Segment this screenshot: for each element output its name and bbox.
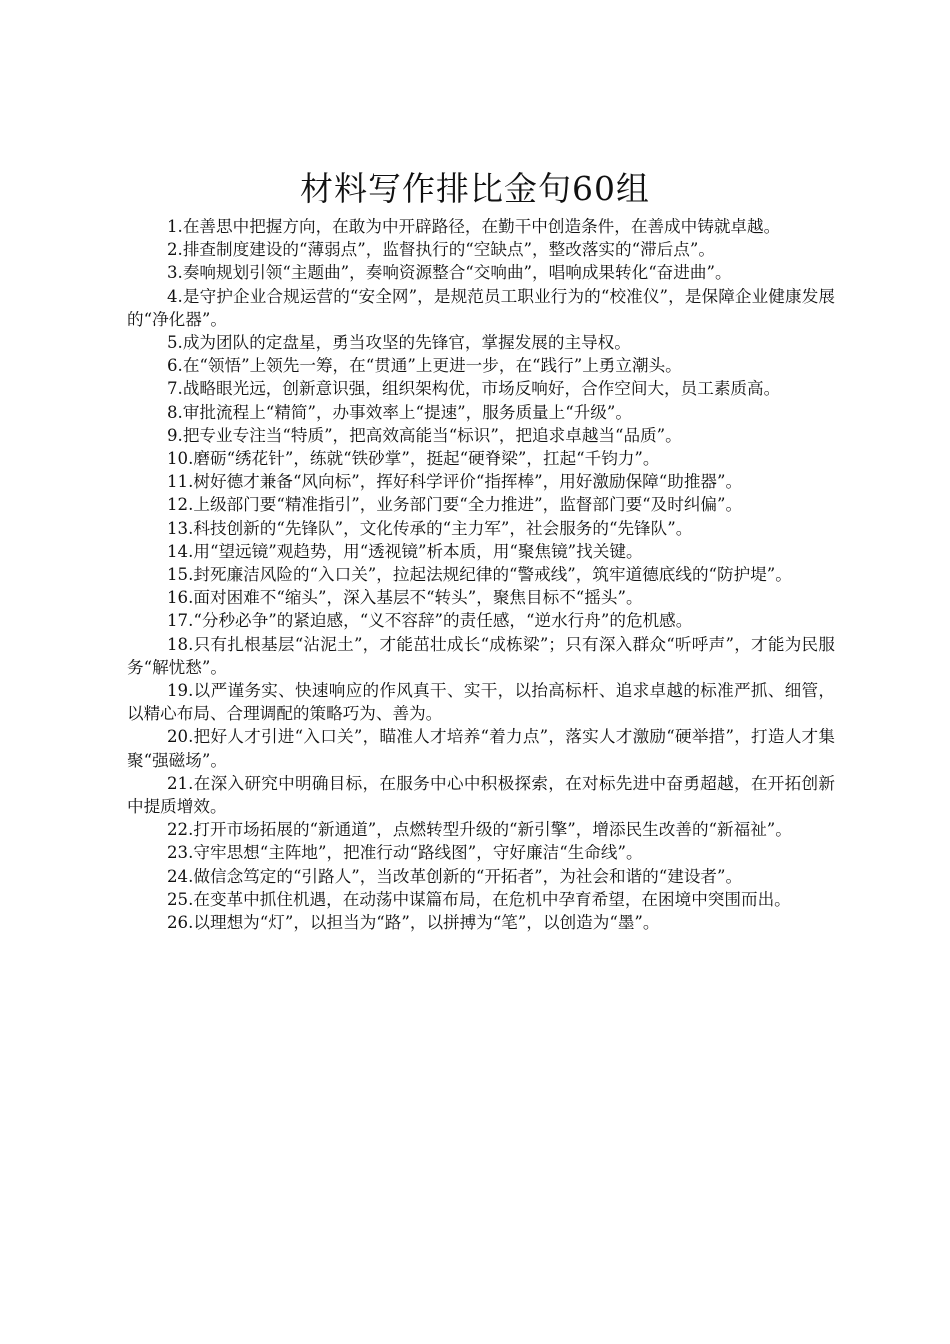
list-item: 10.磨砺“绣花针”，练就“铁砂掌”，挺起“硬脊梁”，扛起“千钧力”。 [167, 449, 660, 469]
list-item: 19.以严谨务实、快速响应的作风真干、实干，以抬高标杆、追求卓越的标准严抓、细管，以精心布局、合理调配的策略巧为、善为。 [127, 681, 835, 724]
list-item: 13.科技创新的“先锋队”，文化传承的“主力军”，社会服务的“先锋队”。 [167, 518, 693, 538]
list-item: 7.战略眼光远，创新意识强，组织架构优，市场反响好，合作空间大，员工素质高。 [167, 379, 781, 399]
list-item: 9.把专业专注当“特质”，把高效高能当“标识”，把追求卓越当“品质”。 [167, 425, 682, 445]
list-item: 25.在变革中抓住机遇，在动荡中谋篇布局，在危机中孕育希望，在困境中突围而出。 [167, 889, 791, 909]
list-item: 6.在“领悟”上领先一筹，在“贯通”上更进一步，在“践行”上勇立潮头。 [167, 356, 682, 376]
list-item: 22.打开市场拓展的“新通道”，点燃转型升级的“新引擎”，增添民生改善的“新福祉”。 [167, 820, 792, 840]
document-body [127, 215, 835, 934]
list-item: 4.是守护企业合规运营的“安全网”，是规范员工职业行为的“校准仪”，是保障企业健康发展的“净化器”。 [127, 286, 835, 329]
list-item: 14.用“望远镜”观趋势，用“透视镜”析本质，用“聚焦镜”找关键。 [167, 541, 643, 561]
list-item: 15.封死廉洁风险的“入口关”，拉起法规纪律的“警戒线”，筑牢道德底线的“防护堤”。 [167, 565, 792, 585]
list-item: 5.成为团队的定盘星，勇当攻坚的先锋官，掌握发展的主导权。 [167, 333, 631, 353]
list-item: 11.树好德才兼备“风向标”，挥好科学评价“指挥棒”，用好激励保障“助推器”。 [167, 472, 743, 492]
list-item: 16.面对困难不“缩头”，深入基层不“转头”，聚焦目标不“摇头”。 [167, 588, 643, 608]
list-item: 18.只有扎根基层“沾泥土”，才能茁壮成长“成栋梁”；只有深入群众“听呼声”，才能为民服务“解忧愁”。 [127, 634, 835, 677]
list-item: 2.排查制度建设的“薄弱点”，监督执行的“空缺点”，整改落实的“滞后点”。 [167, 240, 715, 260]
list-item: 12.上级部门要“精准指引”，业务部门要“全力推进”，监督部门要“及时纠偏”。 [167, 495, 743, 515]
list-item: 21.在深入研究中明确目标，在服务中心中积极探索，在对标先进中奋勇超越，在开拓创新中提质增效。 [127, 773, 835, 817]
list-item: 23.守牢思想“主阵地”，把准行动“路线图”，守好廉洁“生命线”。 [167, 843, 643, 863]
list-item: 24.做信念笃定的“引路人”，当改革创新的“开拓者”，为社会和谐的“建设者”。 [167, 866, 743, 886]
list-item: 26.以理想为“灯”，以担当为“路”，以拼搏为“笔”，以创造为“墨”。 [167, 913, 660, 933]
list-item: 8.审批流程上“精简”，办事效率上“提速”，服务质量上“升级”。 [167, 402, 632, 422]
page-title: 材料写作排比金句60组 [300, 169, 650, 208]
list-item: 3.奏响规划引领“主题曲”，奏响资源整合“交响曲”，唱响成果转化“奋进曲”。 [167, 263, 732, 283]
list-item: 17.“分秒必争”的紧迫感，“义不容辞”的责任感，“逆水行舟”的危机感。 [167, 611, 693, 631]
list-item: 20.把好人才引进“入口关”，瞄准人才培养“着力点”，落实人才激励“硬举措”，打造人才集聚“强磁场”。 [127, 727, 835, 770]
list-item: 1.在善思中把握方向，在敢为中开辟路径，在勤干中创造条件，在善成中铸就卓越。 [167, 217, 781, 236]
